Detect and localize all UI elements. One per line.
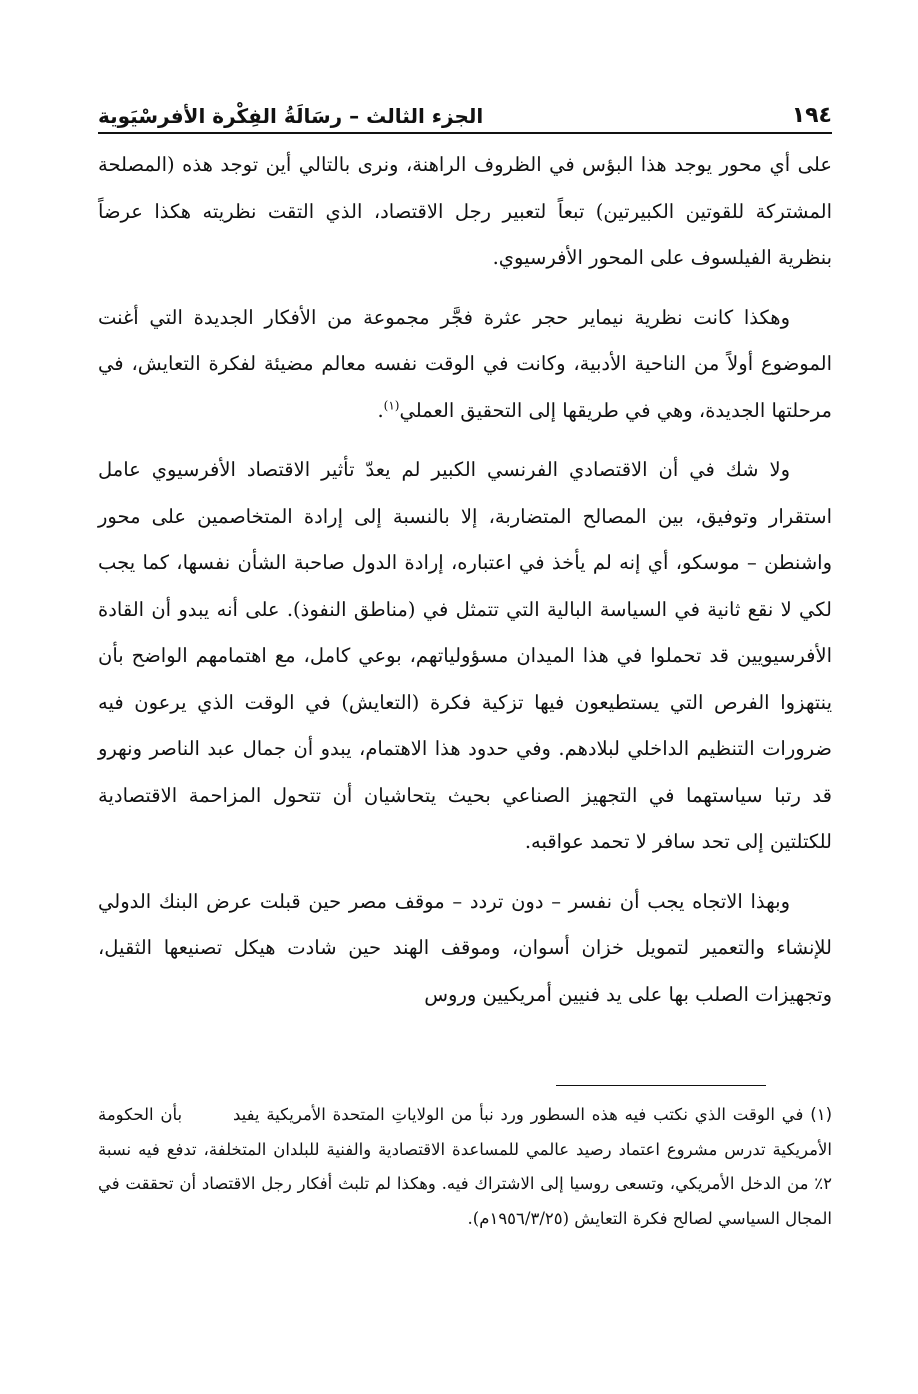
footnote-continuation: بأن الحكومة الأمريكية تدرس مشروع اعتماد رصيد عالمي للمساعدة الاقتصادية والفنية للبلدان المتخلفة، تدفع فيه نسبة ٢٪ من الدخل الأمريكي، وتسعى روسيا إلى الاشتراك فيه. وهكذا لم تلبث أفكار رجل الاقتصاد أن تحققت في المجال السياسي لصالح فكرة التعايش (١٩٥٦/٣/٢٥م). — [98, 1105, 832, 1228]
footnote-marker: (١) — [810, 1105, 833, 1124]
paragraph-4 — [98, 879, 832, 1019]
footnote-reference: (١) — [383, 398, 400, 412]
paragraph-text: وبهذا الاتجاه يجب أن نفسر – دون تردد – موقف مصر حين قبلت عرض البنك الدولي للإنشاء والتعمير لتمويل خزان أسوان، وموقف الهند حين شادت هيكل تصنيعها الثقيل، وتجهيزات الصلب بها على يد فنيين أمريكيين وروس — [98, 889, 832, 1006]
footnote-1 — [98, 1098, 832, 1236]
page-number: ١٩٤ — [791, 103, 832, 128]
paragraph-2 — [98, 295, 832, 435]
paragraph-1 — [98, 142, 832, 282]
footnotes — [98, 1098, 832, 1236]
footnote-divider — [556, 1085, 766, 1086]
main-text — [98, 142, 832, 1031]
paragraph-text: وهكذا كانت نظرية نيماير حجر عثرة فجَّر مجموعة من الأفكار الجديدة التي أغنت الموضوع أولاً من الناحية الأدبية، وكانت في الوقت نفسه معالم مضيئة لفكرة التعايش، في مرحلتها الجديدة، وهي في طريقها إلى التحقيق العملي — [98, 305, 832, 422]
paragraph-text: على أي محور يوجد هذا البؤس في الظروف الراهنة، ونرى بالتالي أين توجد هذه (المصلحة المشتركة للقوتين الكبيرتين) تبعاً لتعبير رجل الاقتصاد، الذي التقت نظريته هكذا عرضاً بنظرية الفيلسوف على المحور الأفرسيوي. — [98, 153, 832, 269]
running-title: الجزء الثالث – رسَالَةُ الفِكْرة الأفرسْيَوية — [98, 104, 484, 128]
paragraph-3 — [98, 447, 832, 866]
paragraph-text: ولا شك في أن الاقتصادي الفرنسي الكبير لم يعدّ تأثير الاقتصاد الأفرسيوي عامل استقرار وتوفيق، بين المصالح المتضاربة، إلا بالنسبة إلى إرادة المتخاصمين على محور واشنطن – موسكو، أي إنه لم يأخذ في اعتباره، إرادة الدول صاحبة الشأن نفسها، كما يجب لكي لا نقع ثانية في السياسة البالية التي تتمثل في (مناطق النفوذ). على أنه يبدو أن القادة الأفرسيويين قد تحملوا في هذا الميدان مسؤولياتهم، بوعي كامل، مع اهتمامهم الواضح بأن ينتهزوا الفرص التي يستطيعون فيها تزكية فكرة (التعايش) في الوقت الذي يرعون فيه ضرورات التنظيم الداخلي لبلادهم. وفي حدود هذا الاهتمام، يبدو أن جمال عبد الناصر ونهرو قد رتبا سياستهما في التجهيز الصناعي بحيث يتحاشيان أن تتحول المزاحمة الاقتصادية للكتلتين إلى تحد سافر لا تحمد عواقبه. — [98, 458, 832, 853]
footnote-first-line: في الوقت الذي نكتب فيه هذه السطور ورد نبأ من الولاياتِ المتحدة الأمريكية يفيد — [232, 1105, 804, 1124]
paragraph-tail: . — [377, 398, 384, 422]
page-header — [98, 86, 832, 134]
